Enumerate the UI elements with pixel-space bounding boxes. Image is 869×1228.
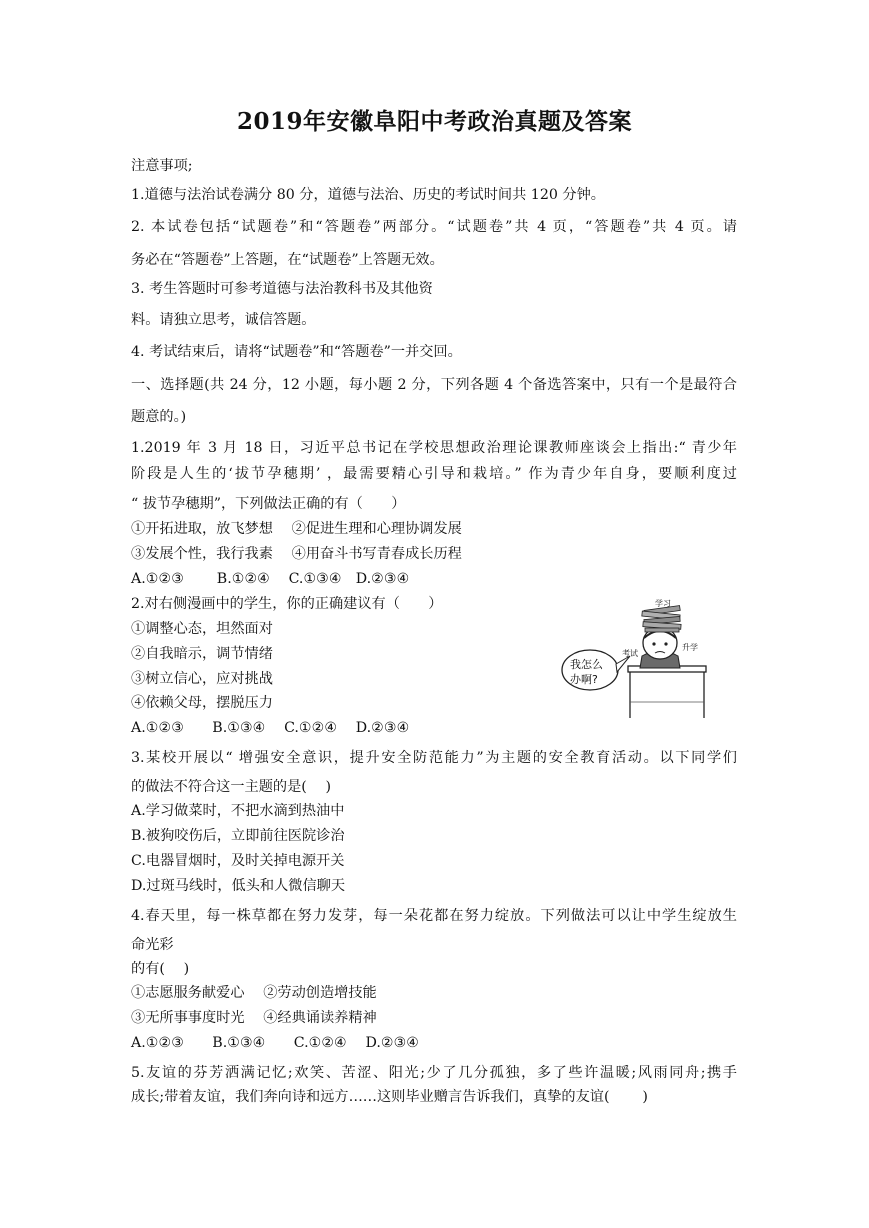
section-heading: 一、选择题(共 24 分，12 小题，每小题 2 分，下列各题 4 个备选答案中，只有一个是最符合 [131, 377, 737, 393]
question-stem: “ 拔节孕穗期”，下列做法正确的有（ ） [131, 496, 406, 512]
question-item: ③无所事事度时光 ④经典诵读养精神 [131, 1010, 377, 1026]
answer-option: A.学习做菜时，不把水滴到热油中 [131, 803, 345, 819]
stressed-student-cartoon [560, 598, 718, 722]
page-title: 2019年安徽阜阳中考政治真题及答案 [236, 108, 632, 135]
question-stem: 命光彩 [131, 937, 174, 953]
question-stem: 的有( ) [131, 961, 190, 977]
question-stem: 5.友谊的芬芳洒满记忆;欢笑、苦涩、阳光;少了几分孤独，多了些许温暖;风雨同舟;携手 [131, 1065, 737, 1081]
notice-line: 3. 考生答题时可参考道德与法治教科书及其他资 [131, 281, 433, 297]
question-item: ①调整心态，坦然面对 [131, 621, 273, 637]
question-stem: 的做法不符合这一主题的是( ) [131, 779, 332, 795]
answer-options: A.①②③ B.①③④ C.①②④ D.②③④ [131, 1035, 420, 1051]
notice-line: 4. 考试结束后，请将“试题卷”和“答题卷”一并交回。 [131, 344, 462, 360]
question-stem: 2.对右侧漫画中的学生，你的正确建议有（ ） [131, 596, 443, 612]
question-item: ②自我暗示，调节情绪 [131, 646, 273, 662]
notice-line: 料。请独立思考，诚信答题。 [131, 312, 316, 328]
label-promotion: 升学 [682, 643, 698, 652]
speech-line: 办啊? [570, 673, 598, 686]
notice-heading: 注意事项; [131, 158, 193, 174]
section-heading: 题意的。) [131, 409, 187, 425]
question-item: ①志愿服务献爱心 ②劳动创造增技能 [131, 985, 377, 1001]
notice-line: 务必在“答题卷”上答题，在“试题卷”上答题无效。 [131, 252, 444, 268]
answer-option: C.电器冒烟时，及时关掉电源开关 [131, 853, 345, 869]
question-stem: 1.2019 年 3 月 18 日，习近平总书记在学校思想政治理论课教师座谈会上指出:“ 青少年 [131, 440, 737, 456]
question-item: ①开拓进取，放飞梦想 ②促进生理和心理协调发展 [131, 521, 462, 537]
student-eye [664, 642, 667, 645]
book-stack [642, 606, 681, 632]
notice-line: 1.道德与法治试卷满分 80 分，道德与法治、历史的考试时间共 120 分钟。 [131, 187, 605, 203]
answer-options: A.①②③ B.①③④ C.①②④ D.②③④ [131, 720, 410, 736]
question-item: ③树立信心，应对挑战 [131, 671, 273, 687]
question-item: ④依赖父母，摆脱压力 [131, 695, 273, 711]
label-exam: 考试 [622, 649, 638, 658]
question-stem: 阶段是人生的‘拔节孕穗期’ ，最需要精心引导和栽培。” 作为青少年自身，要顺利度过 [131, 466, 737, 482]
question-item: ③发展个性，我行我素 ④用奋斗书写青春成长历程 [131, 546, 462, 562]
answer-option: D.过斑马线时，低头和人微信聊天 [131, 878, 346, 894]
question-stem: 成长;带着友谊，我们奔向诗和远方……这则毕业赠言告诉我们，真挚的友谊( ) [131, 1089, 648, 1105]
question-stem: 4.春天里，每一株草都在努力发芽，每一朵花都在努力绽放。下列做法可以让中学生绽放生 [131, 908, 737, 924]
question-stem: 3.某校开展以“ 增强安全意识，提升安全防范能力”为主题的安全教育活动。以下同学们 [131, 750, 737, 766]
speech-line: 我怎么 [570, 658, 603, 671]
notice-line: 2. 本试卷包括“试题卷”和“答题卷”两部分。“试题卷”共 4 页，“答题卷”共 4 页。请 [131, 219, 737, 235]
answer-options: A.①②③ B.①②④ C.①③④ D.②③④ [131, 571, 410, 587]
label-study: 学习 [655, 599, 671, 608]
answer-option: B.被狗咬伤后，立即前往医院诊治 [131, 828, 345, 844]
student-eye [652, 642, 655, 645]
